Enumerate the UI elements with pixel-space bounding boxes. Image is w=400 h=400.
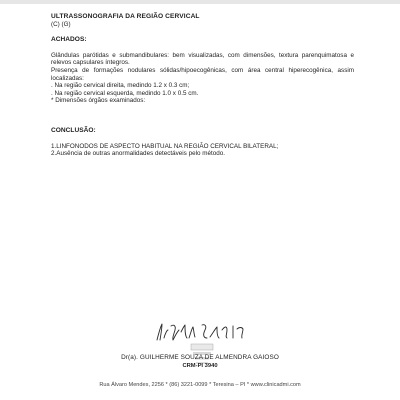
findings-item-right: . Na região cervical direita, medindo 1.2 x 0.3 cm; <box>51 82 190 90</box>
findings-paragraph: Glândulas parótidas e submandibulares: bem visualizadas, com dimensões, textura parenquimatosa e relevos capsulares íntegros. <box>51 51 354 67</box>
footer-address: Rua Álvaro Mendes, 2256 * (86) 3221-0099 * Teresina – PI * www.clinicadmi.com <box>99 382 301 388</box>
page-top-edge <box>0 0 400 4</box>
conclusion-item: 2.Ausência de outras anormalidades detectáveis pelo método. <box>51 150 225 158</box>
doctor-crm: CRM-PI 3940 <box>182 363 218 369</box>
doctor-name: Dr(a). GUILHERME SOUZA DE ALMENDRA GAIOSO <box>121 354 279 361</box>
findings-item-left: . Na região cervical esquerda, medindo 1.0 x 0.5 cm. <box>51 89 199 97</box>
conclusion-heading: CONCLUSÃO: <box>51 126 96 134</box>
handwritten-signature <box>147 318 267 344</box>
exam-codes: (C) (G) <box>51 20 71 28</box>
conclusion-item: 1.LINFONODOS DE ASPECTO HABITUAL NA REGIÃO CERVICAL BILATERAL; <box>51 142 279 150</box>
conclusion-body <box>51 143 354 158</box>
findings-heading: ACHADOS: <box>51 36 87 44</box>
findings-paragraph: Presença de formações nodulares sólidas/hipoecogênicas, com área central hiperecogênica, assim localizadas: <box>51 66 354 82</box>
report-title: ULTRASSONOGRAFIA DA REGIÃO CERVICAL <box>51 13 200 20</box>
findings-dimensions-note: * Dimensões órgãos examinados: <box>51 97 146 105</box>
findings-body <box>51 52 354 105</box>
report-body <box>51 13 354 158</box>
